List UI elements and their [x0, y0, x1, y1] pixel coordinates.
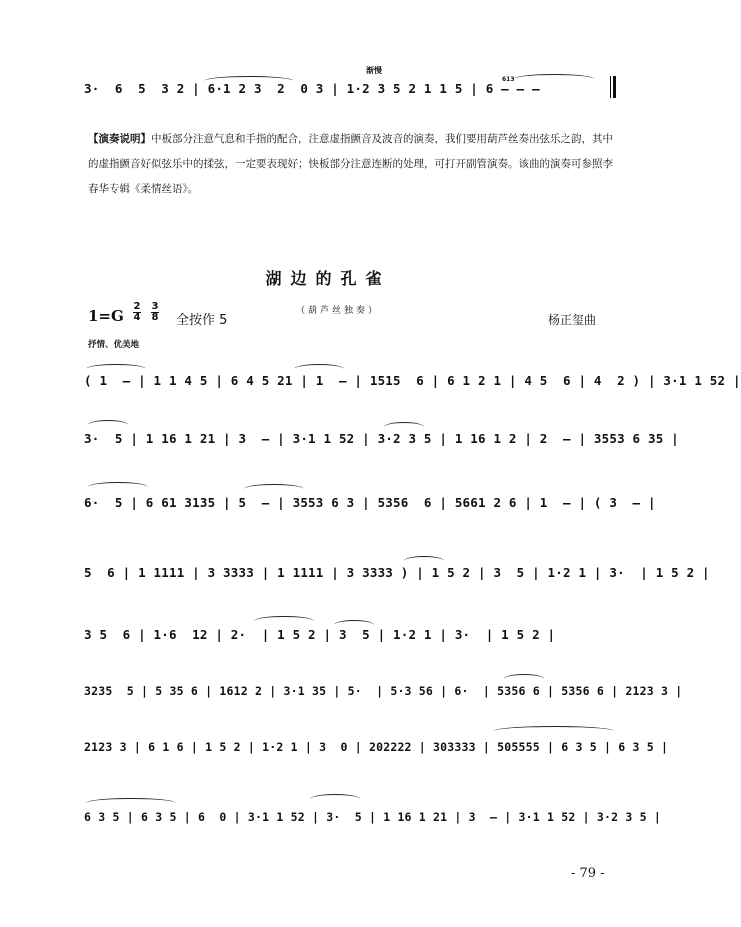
expression-mark: 抒情、优美地: [88, 340, 140, 350]
key-signature: 1=G: [88, 307, 124, 325]
time-signature-top: 3: [151, 301, 159, 312]
score-row: [84, 546, 710, 586]
performance-note: [88, 127, 616, 202]
slur: [88, 482, 148, 487]
score-row: [84, 354, 741, 394]
slur: [244, 484, 304, 489]
fingering-note: 全按作 5: [176, 313, 228, 328]
page-number: - 79 -: [571, 866, 605, 881]
slur: [294, 364, 344, 369]
slur: [404, 556, 444, 561]
grace-mark: 613: [502, 76, 515, 83]
slur: [254, 616, 314, 621]
time-signature-top: 2: [133, 301, 141, 312]
slur: [86, 364, 146, 369]
score-notes: ( 1 — | 1 1 4 5 | 6 4 5 21 | 1 — | 1515 6 | 6 1 2 1 | 4 5 6 | 4 2 ) | 3·1 1 52 |: [84, 373, 741, 388]
score-row: [84, 412, 679, 452]
score-notes: 3· 6 5 3 2 | 6·1 2 3 2 0 3 | 1·2 3 5 2 1 1 5 | 6 — — —: [84, 81, 540, 96]
score-notes: 3235 5 | 5 35 6 | 1612 2 | 3·1 35 | 5· | 5·3 56 | 6· | 5356 6 | 5356 6 | 2123 3 |: [84, 684, 683, 698]
slur: [504, 674, 544, 679]
score-notes: 3 5 6 | 1·6 12 | 2· | 1 5 2 | 3 5 | 1·2 1 | 3· | 1 5 2 |: [84, 627, 556, 642]
time-signature-bottom: 8: [151, 312, 159, 323]
time-signature-3-8: [150, 302, 160, 323]
score-row: [84, 608, 616, 648]
slur: [86, 798, 176, 803]
slur: [334, 620, 374, 625]
score-row: [84, 664, 683, 704]
score-row: [84, 476, 656, 516]
score-row: [84, 790, 662, 830]
time-signature-bottom: 4: [133, 312, 141, 323]
slur: [310, 794, 360, 799]
tempo-mark: 渐慢: [366, 66, 382, 75]
score-notes: 6· 5 | 6 61 3135 | 5 — | 3553 6 3 | 5356 6 | 5661 2 6 | 1 — | ( 3 — |: [84, 495, 656, 510]
performance-note-body: 中板部分注意气息和手指的配合，注意虚指颤音及波音的演奏，我们要用葫芦丝奏出弦乐之韵，其中的虚指颤音好似弦乐中的揉弦，一定要表现好；快板部分注意连断的处理，可打开副管演奏。该曲的演奏可参照李春华专辑《柔情丝语》。: [88, 133, 613, 195]
slur: [88, 420, 128, 425]
score-notes: 6 3 5 | 6 3 5 | 6 0 | 3·1 1 52 | 3· 5 | 1 16 1 21 | 3 — | 3·1 1 52 | 3·2 3 5 |: [84, 810, 662, 824]
score-notes: 5 6 | 1 1111 | 3 3333 | 1 1111 | 3 3333 ) | 1 5 2 | 3 5 | 1·2 1 | 3· | 1 5 2 |: [84, 565, 710, 580]
final-barline: [610, 76, 616, 98]
score-notes: 3· 5 | 1 16 1 21 | 3 — | 3·1 1 52 | 3·2 3 5 | 1 16 1 2 | 2 — | 3553 6 35 |: [84, 431, 679, 446]
score-row: [84, 720, 669, 760]
composer: 杨正玺曲: [548, 313, 597, 327]
score-notes: 2123 3 | 6 1 6 | 1 5 2 | 1·2 1 | 3 0 | 202222 | 303333 | 505555 | 6 3 5 | 6 3 5 |: [84, 740, 669, 754]
slur: [384, 422, 424, 427]
slur: [494, 726, 614, 731]
slur: [514, 74, 594, 79]
time-signature-2-4: [132, 302, 142, 323]
top-score-row: [84, 62, 616, 102]
piece-title: 湖边的孔雀: [265, 269, 391, 288]
piece-subtitle: （葫芦丝独奏）: [296, 306, 381, 316]
performance-note-label: 【演奏说明】: [88, 133, 151, 145]
